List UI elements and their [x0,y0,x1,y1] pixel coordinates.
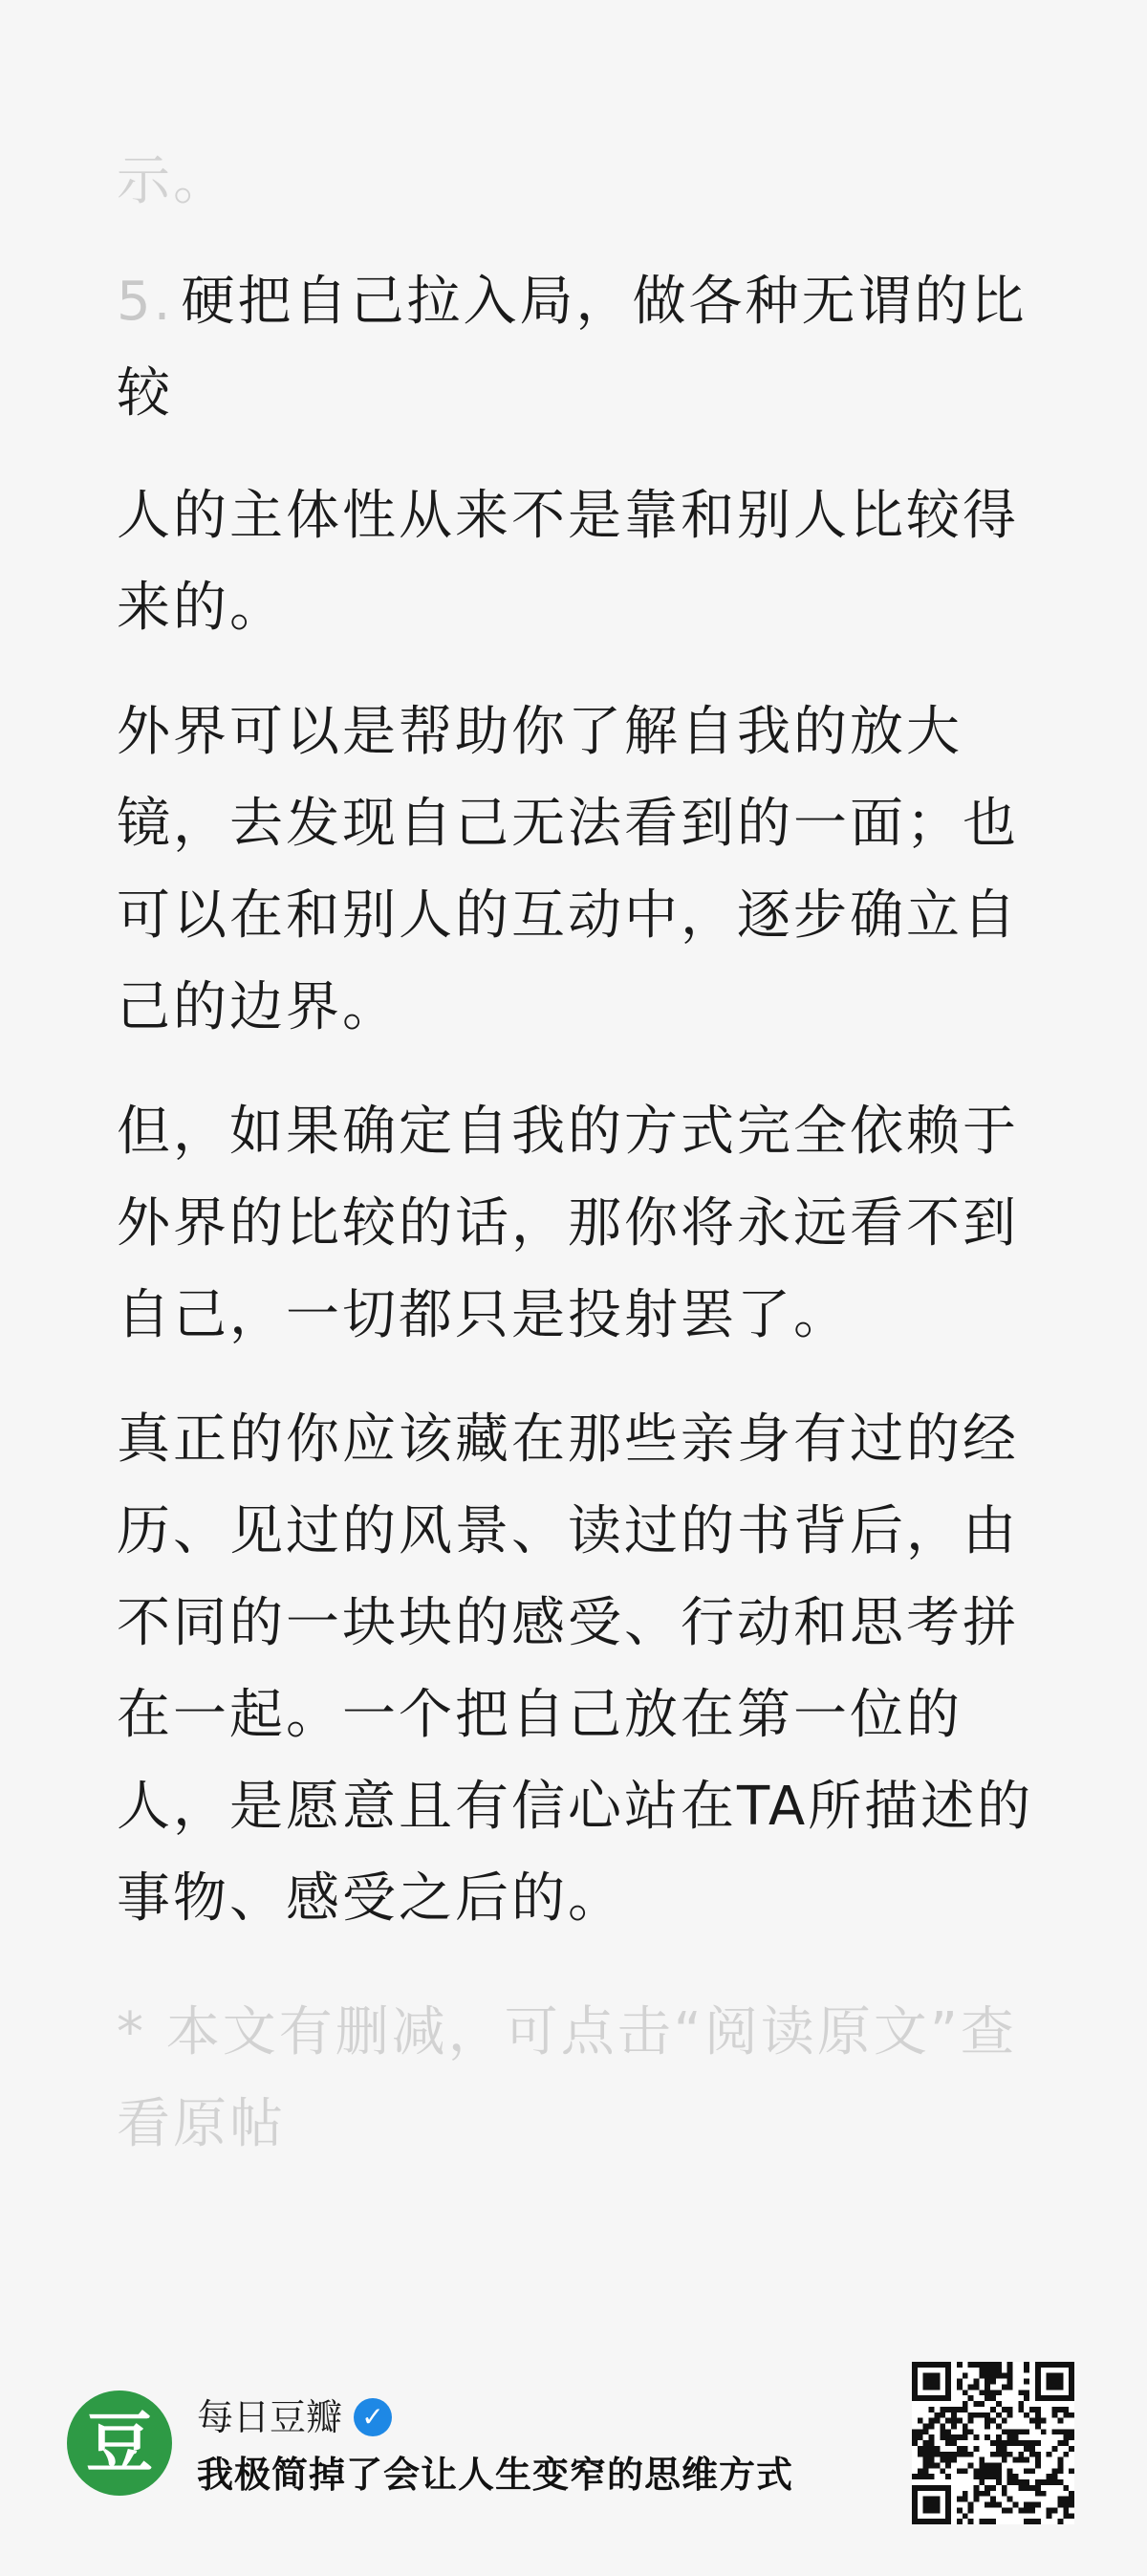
account-name[interactable]: 每日豆瓣 [197,2396,343,2438]
paragraph-1: 人的主体性从来不是靠和别人比较得来的。 [117,485,1019,639]
account-row [197,2394,392,2440]
post-title[interactable]: 我极简掉了会让人生变窄的思维方式 [197,2454,794,2496]
paragraph-2: 外界可以是帮助你了解自我的放大镜，去发现自己无法看到的一面；也可以在和别人的互动中，逐步确立自己的边界。 [117,701,1019,1038]
paragraph-4: 真正的你应该藏在那些亲身有过的经历、见过的风景、读过的书背后，由不同的一块块的感受、行动和思考拼在一起。一个把自己放在第一位的人，是愿意且有信心站在TA所描述的事物、感受之后的。 [117,1408,1034,1930]
section-heading [117,256,1034,440]
previous-paragraph-fragment: 示。 [117,150,229,212]
source-footer [0,2333,1147,2576]
edit-note[interactable]: * 本文有删减，可点击“阅读原文”查看原帖 [117,2001,1017,2155]
paragraph-3: 但，如果确定自我的方式完全依赖于外界的比较的话，那你将永远看不到自己，一切都只是投射罢了。 [117,1101,1019,1346]
section-heading-text: 硬把自己拉入局，做各种无谓的比较 [117,271,1028,425]
section-number: 5. [117,271,174,333]
verified-check-icon: ✓ [354,2398,392,2436]
qr-code-icon[interactable] [912,2362,1074,2524]
douban-logo-icon: 豆 [67,2390,172,2496]
